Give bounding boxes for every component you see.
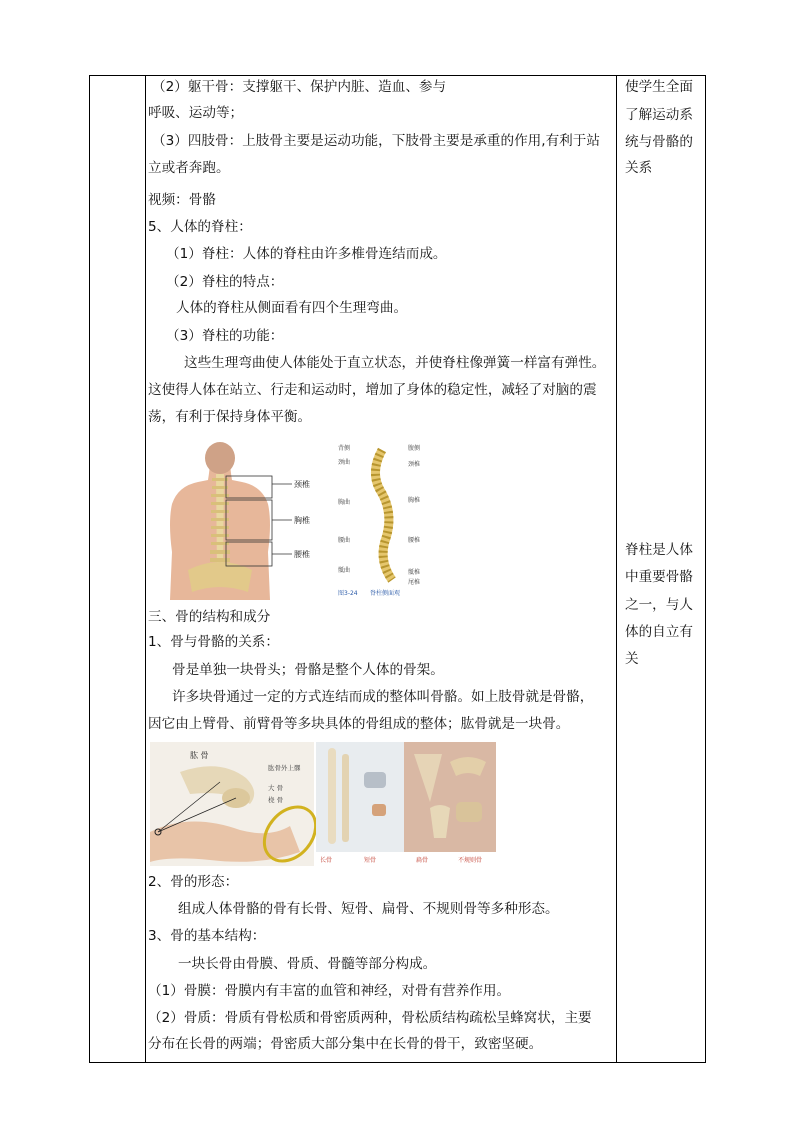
- note-line: 之一，与人: [625, 597, 693, 613]
- spine-illustration: [158, 442, 458, 600]
- text-line: 这使得人体在站立、行走和运动时，增加了身体的稳定性，减轻了对脑的震: [148, 382, 597, 398]
- bone-type-label: 短骨: [364, 857, 377, 864]
- notes-column: [616, 76, 705, 1062]
- side-label: 胸曲: [338, 499, 351, 506]
- text-line: （2）躯干骨：支撑躯干、保护内脏、造血、参与: [152, 79, 447, 95]
- text-line: （3）四肢骨：上肢骨主要是运动功能，下肢骨主要是承重的作用,有利于站: [152, 133, 600, 149]
- side-label: 骶椎: [408, 569, 421, 576]
- text-line: （2）脊柱的特点：: [166, 274, 284, 290]
- spine-caption-text: 脊柱侧面观: [370, 590, 401, 597]
- text-line: 5、人体的脊柱：: [148, 219, 252, 235]
- text-line: 这些生理弯曲使人体能处于直立状态，并使脊柱像弹簧一样富有弹性。: [184, 355, 606, 371]
- side-label: 腰曲: [338, 537, 351, 544]
- bones-illustration: [150, 742, 496, 866]
- side-label: 尾椎: [408, 579, 421, 586]
- bone-type-label: 长骨: [320, 857, 333, 864]
- side-label: 胸椎: [408, 497, 421, 504]
- bone-type-label: 扁骨: [416, 857, 429, 864]
- text-line: 分布在长骨的两端；骨密质大部分集中在长骨的骨干，致密坚硬。: [148, 1036, 543, 1052]
- arm-label: 肱 骨: [190, 751, 209, 760]
- spine-label-lumbar: 腰椎: [294, 550, 310, 559]
- note-line: 了解运动系: [625, 107, 693, 123]
- side-label: 腹侧: [408, 445, 421, 452]
- text-line: 因它由上臂骨、前臂骨等多块具体的骨组成的整体；肱骨就是一块骨。: [148, 716, 570, 732]
- bones-figure: [150, 742, 496, 866]
- arm-label: 肱骨外上髁: [268, 764, 301, 772]
- arm-label: 桡 骨: [268, 796, 284, 804]
- text-line: 荡，有利于保持身体平衡。: [148, 409, 312, 425]
- section-heading: 三、骨的结构和成分: [148, 609, 271, 625]
- text-line: 呼吸、运动等；: [148, 105, 244, 121]
- text-line: 组成人体骨骼的骨有长骨、短骨、扁骨、不规则骨等多种形态。: [178, 901, 559, 917]
- note-line: 关系: [625, 160, 653, 176]
- text-line: 人体的脊柱从侧面看有四个生理弯曲。: [176, 300, 408, 316]
- side-label: 腰椎: [408, 537, 421, 544]
- text-line: （1）骨膜：骨膜内有丰富的血管和神经，对骨有营养作用。: [148, 983, 511, 999]
- note-line: 关: [625, 651, 639, 667]
- text-line: 3、骨的基本结构：: [148, 928, 266, 944]
- arm-label: 大 骨: [268, 784, 284, 792]
- text-line: 1、骨与骨骼的关系：: [148, 634, 279, 650]
- note-line: 统与骨骼的: [625, 134, 693, 150]
- spine-caption-number: 图3-24: [338, 590, 358, 597]
- side-label: 颈椎: [408, 461, 421, 468]
- note-line: 脊柱是人体: [625, 542, 693, 558]
- spine-label-thoracic: 胸椎: [294, 516, 310, 525]
- note-line: 使学生全面: [625, 79, 693, 95]
- side-label: 骶曲: [338, 567, 351, 574]
- text-line: （3）脊柱的功能：: [166, 328, 284, 344]
- text-line: （1）脊柱：人体的脊柱由许多椎骨连结而成。: [166, 246, 447, 262]
- text-line: 一块长骨由骨膜、骨质、骨髓等部分构成。: [178, 956, 437, 972]
- side-label: 背侧: [338, 445, 351, 452]
- note-line: 体的自立有: [625, 624, 693, 640]
- text-line: （2）骨质：骨质有骨松质和骨密质两种，骨松质结构疏松呈蜂窝状，主要: [148, 1010, 592, 1026]
- lesson-table: [89, 75, 706, 1063]
- text-line: 许多块骨通过一定的方式连结而成的整体叫骨骼。如上肢骨就是骨骼，: [172, 689, 594, 705]
- note-line: 中重要骨骼: [625, 569, 693, 585]
- text-line: 立或者奔跑。: [148, 160, 230, 176]
- side-label: 颈曲: [338, 459, 351, 466]
- left-column: [90, 76, 146, 1062]
- text-line: 骨是单独一块骨头；骨骼是整个人体的骨架。: [172, 662, 444, 678]
- spine-figure: [158, 442, 458, 600]
- text-line: 视频：骨骼: [148, 192, 216, 208]
- spine-label-neck: 颈椎: [294, 480, 310, 489]
- text-line: 2、骨的形态：: [148, 874, 239, 890]
- bone-type-label: 不规则骨: [458, 857, 483, 864]
